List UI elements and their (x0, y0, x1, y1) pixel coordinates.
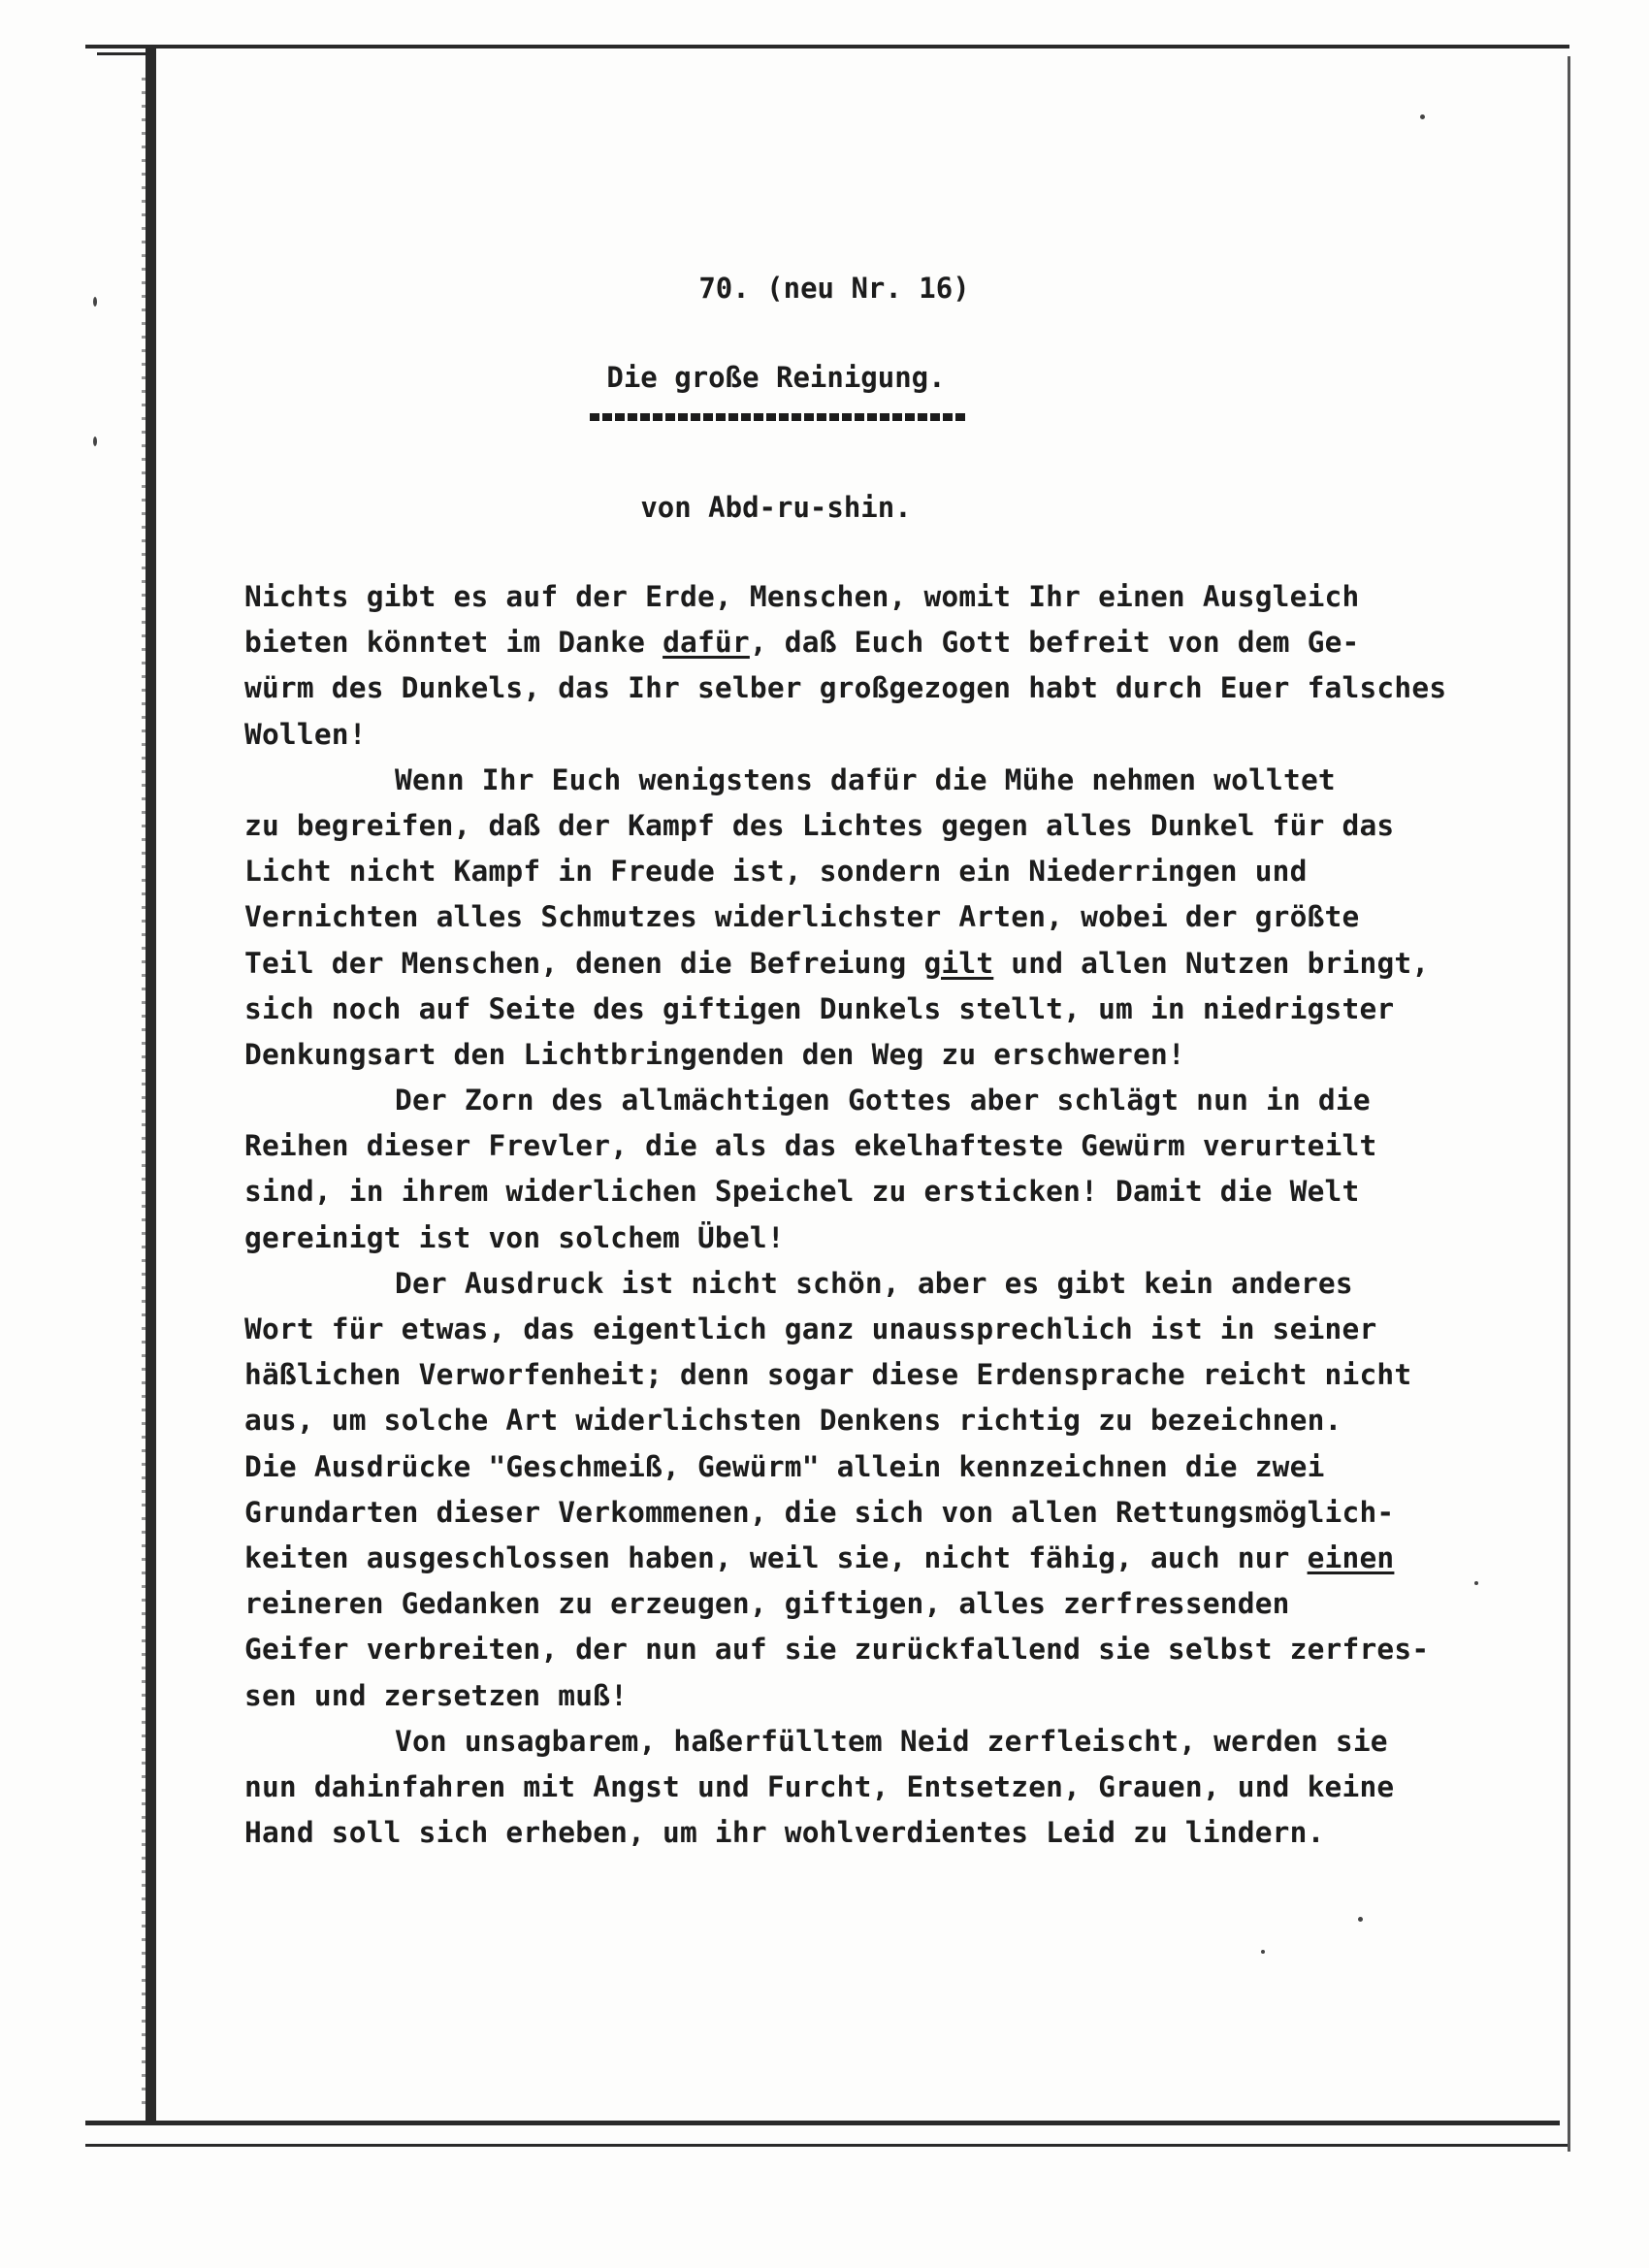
text-segment: Teil der Menschen, denen die Befreiung (244, 946, 924, 980)
text-line (244, 894, 1564, 940)
text-segment: Hand soll sich erheben, um ihr wohlverdientes Leid zu lindern. (244, 1816, 1325, 1850)
text-segment: sen und zersetzen muß! (244, 1678, 629, 1712)
section-number: 70. (neu Nr. 16) (698, 272, 970, 305)
underlined-word: dafür (663, 626, 750, 660)
text-line (244, 1032, 1564, 1078)
underlined-word: einen (1307, 1540, 1395, 1574)
text-segment: häßlichen Verworfenheit; denn sogar diese Erdensprache reicht nicht (244, 1358, 1412, 1392)
underlined-word: gilt (923, 946, 994, 980)
text-line (244, 1123, 1564, 1169)
text-line (244, 849, 1564, 894)
text-segment: aus, um solche Art widerlichsten Denkens richtig zu bezeichnen. (244, 1404, 1342, 1438)
text-segment: und allen Nutzen bringt, (993, 946, 1430, 980)
text-segment: Von unsagbarem, haßerfülltem Neid zerfleischt, werden sie (395, 1724, 1388, 1758)
text-line (244, 803, 1564, 849)
text-line (244, 1490, 1564, 1536)
text-line (244, 1536, 1564, 1581)
scan-speck (1261, 1950, 1265, 1954)
text-line (244, 1627, 1564, 1672)
text-segment: , daß Euch Gott befreit von dem Ge- (749, 626, 1360, 660)
author-line: von Abd-ru-shin. (640, 491, 912, 524)
text-segment: sich noch auf Seite des giftigen Dunkels stellt, um in niedrigster (244, 991, 1395, 1025)
text-line (244, 1810, 1564, 1856)
text-segment: Reihen dieser Frevler, die als das ekelhafteste Gewürm verurteilt (244, 1129, 1377, 1163)
text-line (244, 1352, 1564, 1398)
text-line (244, 1581, 1564, 1627)
left-binding-bar (146, 47, 156, 2122)
text-segment: Nichts gibt es auf der Erde, Menschen, womit Ihr einen Ausgleich (244, 580, 1360, 613)
text-segment: Die Ausdrücke "Geschmeiß, Gewürm" allein kennzeichnen die zwei (244, 1449, 1325, 1483)
text-segment: Wenn Ihr Euch wenigstens dafür die Mühe nehmen wolltet (395, 762, 1336, 796)
text-segment: Der Zorn des allmächtigen Gottes aber schlägt nun in die (395, 1084, 1371, 1118)
text-segment: Grundarten dieser Verkommenen, die sich von allen Rettungsmöglich- (244, 1495, 1395, 1529)
text-line (244, 1719, 1564, 1765)
text-line (244, 1444, 1564, 1490)
top-frame-line (85, 45, 1569, 49)
text-segment: reineren Gedanken zu erzeugen, giftigen, alles zerfressenden (244, 1587, 1290, 1621)
text-line (244, 1261, 1564, 1307)
text-segment: keiten ausgeschlossen haben, weil sie, nicht fähig, auch nur (244, 1540, 1308, 1574)
page-title: Die große Reinigung. (606, 361, 946, 394)
text-segment: Geifer verbreiten, der nun auf sie zurückfallend sie selbst zerfres- (244, 1633, 1430, 1667)
text-line (244, 987, 1564, 1032)
text-line (244, 1169, 1564, 1215)
text-segment: nun dahinfahren mit Angst und Furcht, Entsetzen, Grauen, und keine (244, 1769, 1395, 1803)
scan-speck (1474, 1581, 1478, 1585)
body-text (244, 574, 1564, 1856)
text-segment: sind, in ihrem widerlichen Speichel zu ersticken! Damit die Welt (244, 1175, 1360, 1209)
scan-speck (93, 437, 97, 446)
text-line (244, 941, 1564, 987)
text-segment: Denkungsart den Lichtbringenden den Weg zu erschweren! (244, 1037, 1185, 1071)
text-line (244, 1765, 1564, 1810)
text-segment: zu begreifen, daß der Kampf des Lichtes gegen alles Dunkel für das (244, 808, 1395, 842)
title-double-underline (590, 413, 968, 421)
text-line (244, 574, 1564, 620)
text-segment: würm des Dunkels, das Ihr selber großgezogen habt durch Euer falsches (244, 671, 1447, 705)
scan-speck (93, 297, 97, 307)
text-segment: Der Ausdruck ist nicht schön, aber es gibt kein anderes (395, 1266, 1353, 1300)
text-line (244, 1398, 1564, 1443)
text-segment: Vernichten alles Schmutzes widerlichster Arten, wobei der größte (244, 900, 1360, 934)
text-segment: Wort für etwas, das eigentlich ganz unaussprechlich ist in seiner (244, 1312, 1377, 1345)
right-frame-edge (1568, 56, 1570, 2152)
text-line (244, 1078, 1564, 1123)
text-line (244, 1307, 1564, 1352)
text-line (244, 1673, 1564, 1719)
text-segment: gereinigt ist von solchem Übel! (244, 1220, 785, 1254)
text-line (244, 712, 1564, 758)
text-line (244, 620, 1564, 665)
text-segment: Licht nicht Kampf in Freude ist, sondern ein Niederringen und (244, 855, 1308, 889)
text-line (244, 665, 1564, 711)
text-segment: bieten könntet im Danke (244, 626, 663, 660)
scan-speck (1358, 1917, 1363, 1922)
text-line (244, 758, 1564, 803)
bottom-frame-line-lower (85, 2144, 1569, 2147)
bottom-frame-line (85, 2121, 1560, 2125)
scan-speck (1420, 114, 1425, 119)
text-segment: Wollen! (244, 717, 367, 751)
text-line (244, 1215, 1564, 1261)
